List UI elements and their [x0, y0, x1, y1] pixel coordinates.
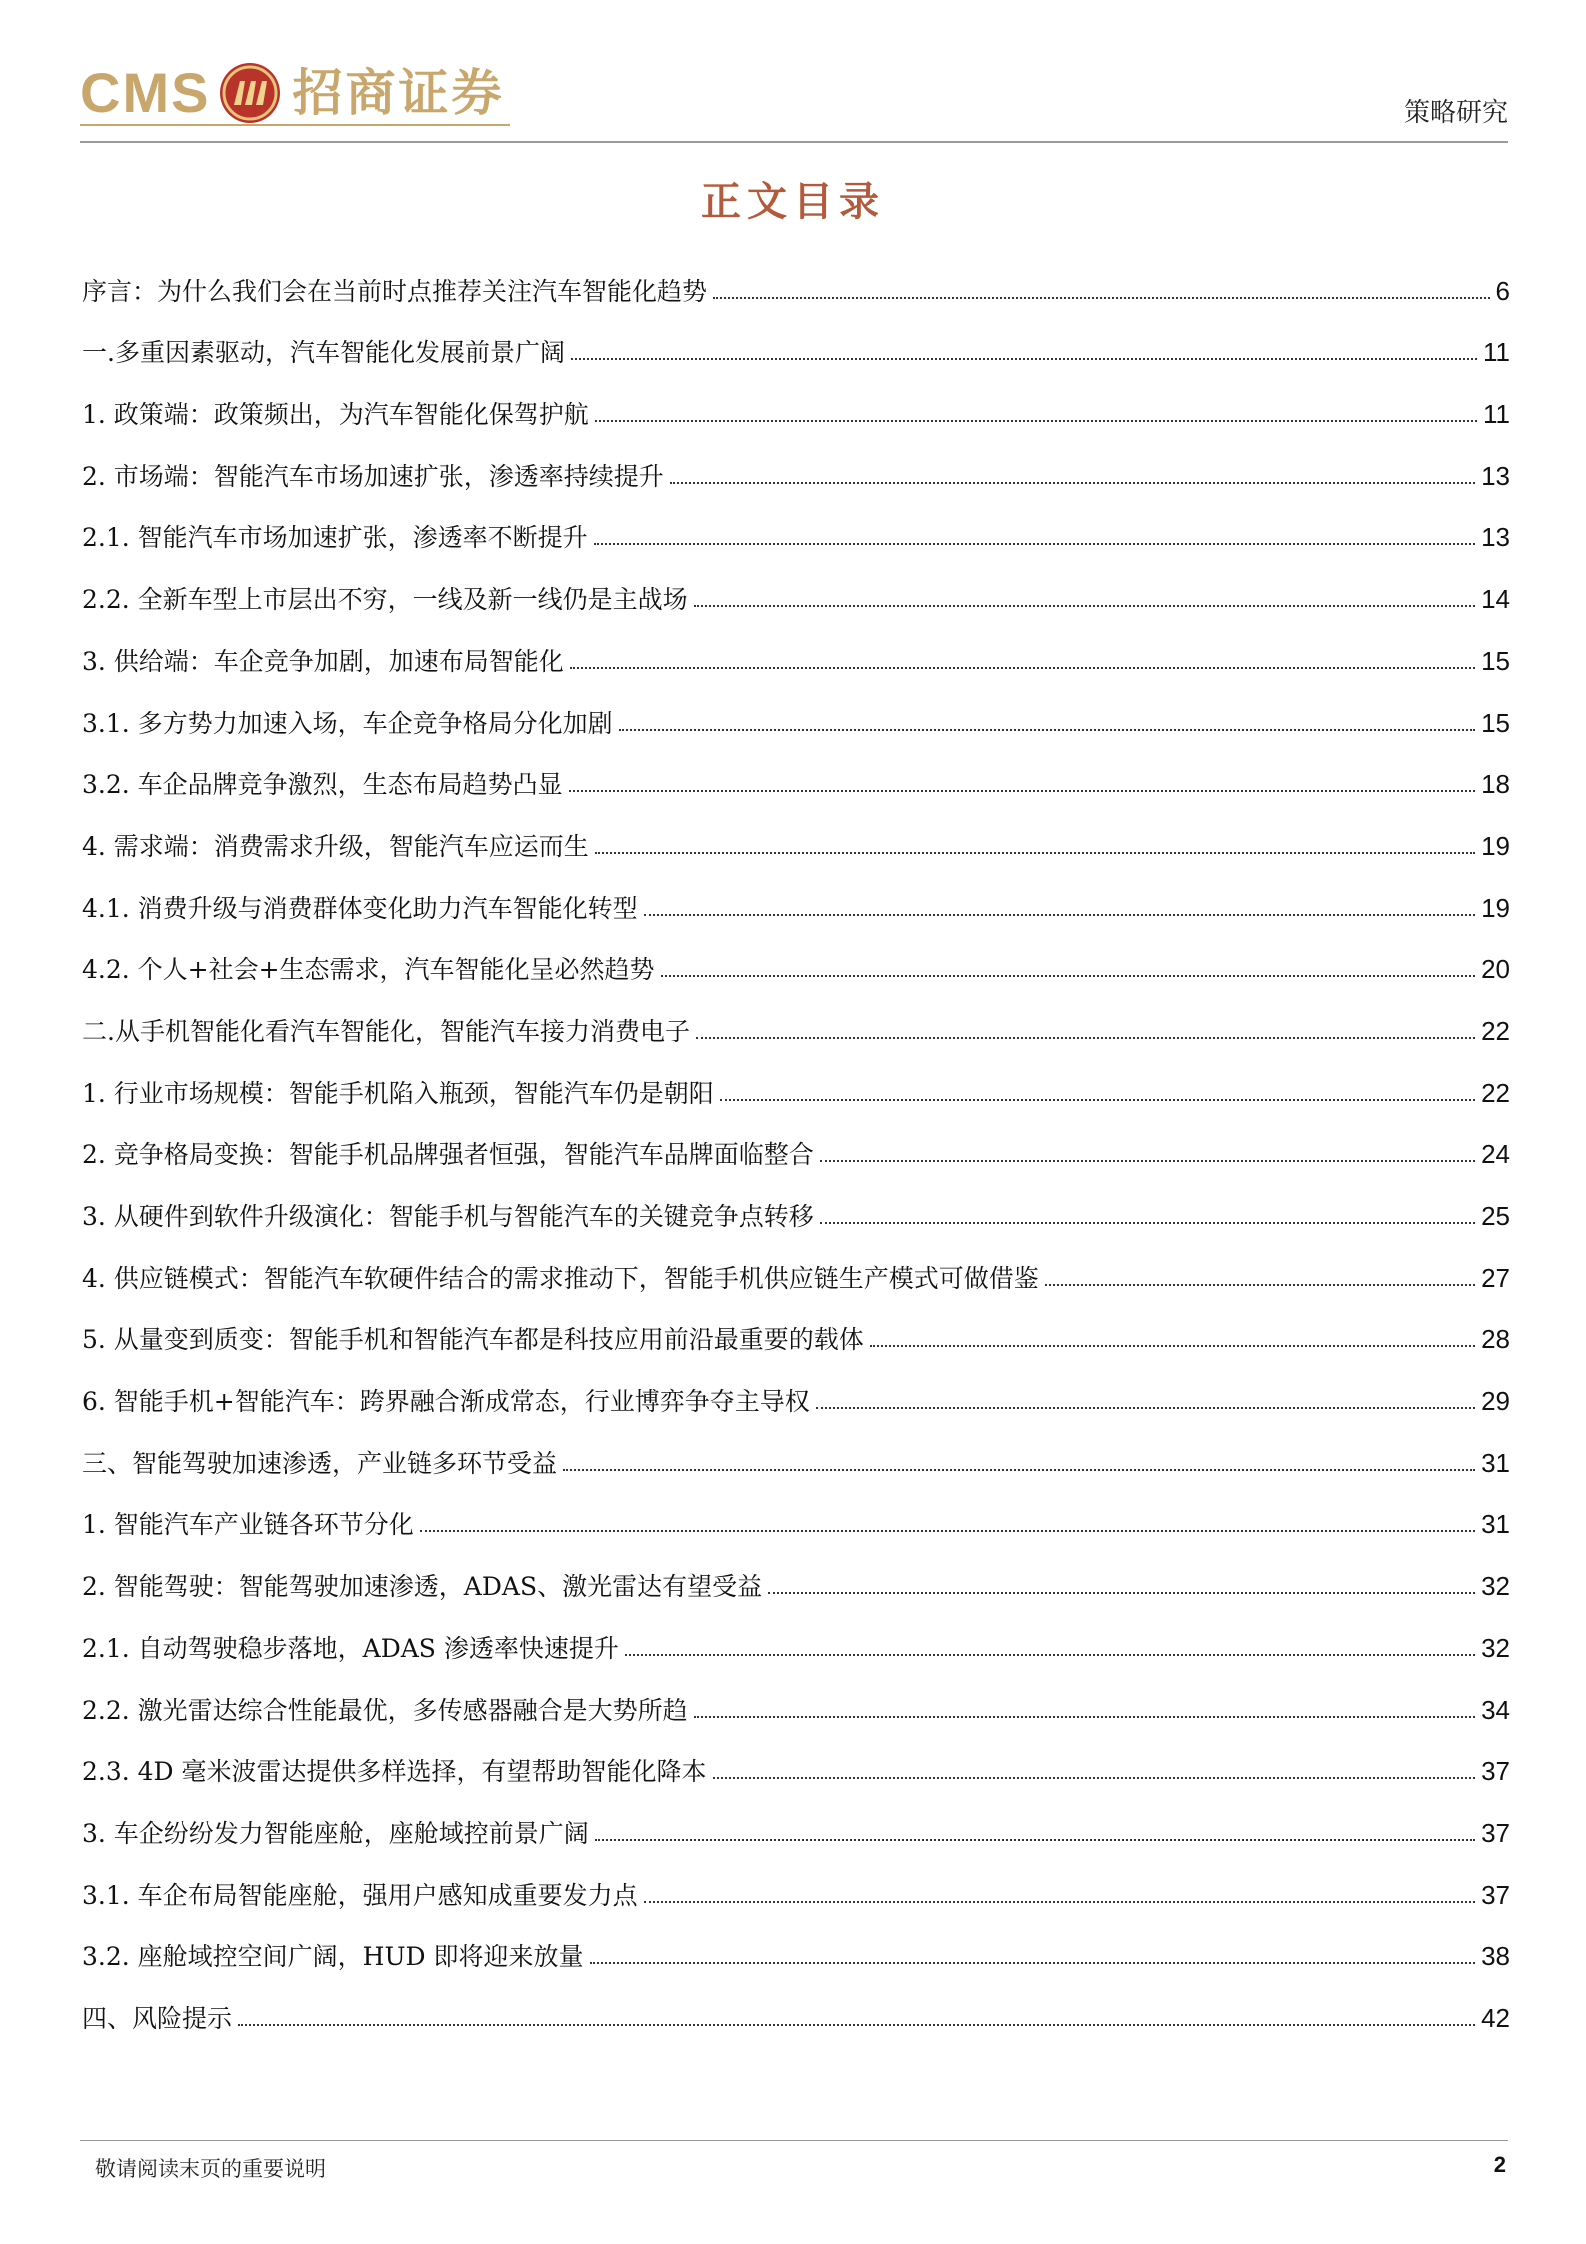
page-header [0, 0, 1586, 145]
toc-dot-leader [595, 420, 1477, 422]
toc-entry-title: 3. 供给端：车企竞争加剧，加速布局智能化 [82, 646, 564, 676]
toc-entry-title: 3. 车企纷纷发力智能座舱，座舱域控前景广阔 [82, 1818, 589, 1848]
toc-dot-leader [720, 1099, 1475, 1101]
toc-entry[interactable] [82, 935, 1510, 997]
toc-entry-page: 13 [1481, 460, 1510, 491]
toc-entry-title: 3.1. 车企布局智能座舱，强用户感知成重要发力点 [82, 1880, 638, 1910]
page-title: 正文目录 [701, 178, 885, 225]
toc-entry-page: 29 [1481, 1386, 1510, 1417]
toc-entry-page: 38 [1481, 1941, 1510, 1972]
toc-entry-page: 32 [1481, 1632, 1510, 1663]
toc-entry[interactable] [82, 1366, 1510, 1428]
footer-disclaimer: 敬请阅读末页的重要说明 [95, 2157, 326, 2181]
toc-entry[interactable] [82, 1983, 1510, 2045]
toc-entry[interactable] [82, 1243, 1510, 1305]
toc-entry[interactable] [82, 1181, 1510, 1243]
toc-entry-title: 4. 需求端：消费需求升级，智能汽车应运而生 [82, 831, 589, 861]
toc-entry[interactable] [82, 564, 1510, 626]
toc-entry-title: 5. 从量变到质变：智能手机和智能汽车都是科技应用前沿最重要的载体 [82, 1325, 864, 1355]
toc-entry-title: 4. 供应链模式：智能汽车软硬件结合的需求推动下，智能手机供应链生产模式可做借鉴 [82, 1263, 1039, 1293]
toc-dot-leader [570, 667, 1475, 669]
toc-dot-leader [816, 1407, 1475, 1409]
toc-entry-title: 2.3. 4D 毫米波雷达提供多样选择，有望帮助智能化降本 [82, 1757, 707, 1787]
report-category: 策略研究 [1403, 98, 1508, 128]
toc-entry[interactable] [82, 1922, 1510, 1984]
toc-entry[interactable] [82, 256, 1510, 318]
toc-entry[interactable] [82, 996, 1510, 1058]
toc-dot-leader [696, 1037, 1475, 1039]
toc-entry-title: 2. 智能驾驶：智能驾驶加速渗透，ADAS、激光雷达有望受益 [82, 1572, 763, 1602]
toc-entry[interactable] [82, 811, 1510, 873]
toc-entry-title: 2. 竞争格局变换：智能手机品牌强者恒强，智能汽车品牌面临整合 [82, 1140, 814, 1170]
toc-dot-leader [619, 729, 1475, 731]
toc-dot-leader [820, 1160, 1475, 1162]
toc-entry-page: 22 [1481, 1077, 1510, 1108]
toc-entry[interactable] [82, 1675, 1510, 1737]
toc-entry[interactable] [82, 1058, 1510, 1120]
toc-entry-title: 2.1. 智能汽车市场加速扩张，渗透率不断提升 [82, 523, 588, 553]
toc-entry[interactable] [82, 441, 1510, 503]
china-merchants-emblem-icon [218, 61, 282, 125]
toc-entry-page: 24 [1481, 1139, 1510, 1170]
toc-entry[interactable] [82, 1490, 1510, 1552]
toc-entry-title: 序言：为什么我们会在当前时点推荐关注汽车智能化趋势 [82, 276, 708, 306]
toc-dot-leader [661, 975, 1476, 977]
toc-entry-page: 18 [1481, 769, 1510, 800]
toc-entry-page: 6 [1495, 275, 1510, 306]
toc-entry-title: 2.2. 全新车型上市层出不穷，一线及新一线仍是主战场 [82, 585, 688, 615]
toc-entry[interactable] [82, 1798, 1510, 1860]
toc-entry-title: 2.2. 激光雷达综合性能最优，多传感器融合是大势所趋 [82, 1695, 688, 1725]
toc-dot-leader [595, 1839, 1475, 1841]
toc-entry-page: 19 [1481, 830, 1510, 861]
toc-entry-title: 一.多重因素驱动，汽车智能化发展前景广阔 [82, 338, 565, 368]
toc-entry-page: 37 [1481, 1879, 1510, 1910]
toc-entry-page: 34 [1481, 1694, 1510, 1725]
toc-entry-page: 14 [1481, 584, 1510, 615]
toc-entry-title: 3.1. 多方势力加速入场，车企竞争格局分化加剧 [82, 708, 613, 738]
toc-entry[interactable] [82, 873, 1510, 935]
toc-entry-page: 37 [1481, 1817, 1510, 1848]
toc-entry-page: 27 [1481, 1262, 1510, 1293]
toc-entry[interactable] [82, 750, 1510, 812]
toc-entry-title: 二.从手机智能化看汽车智能化，智能汽车接力消费电子 [82, 1016, 690, 1046]
header-divider [80, 141, 1508, 143]
toc-entry-page: 20 [1481, 954, 1510, 985]
toc-dot-leader [694, 605, 1475, 607]
toc-entry[interactable] [82, 1428, 1510, 1490]
footer-divider [80, 2140, 1508, 2141]
toc-entry[interactable] [82, 1551, 1510, 1613]
toc-entry[interactable] [82, 1737, 1510, 1799]
cms-logo [80, 58, 504, 128]
toc-entry[interactable] [82, 318, 1510, 380]
toc-entry-page: 11 [1483, 337, 1510, 368]
toc-entry-page: 11 [1483, 399, 1510, 430]
toc-entry-page: 31 [1481, 1509, 1510, 1540]
toc-entry-title: 四、风险提示 [82, 2003, 233, 2033]
toc-dot-leader [625, 1654, 1475, 1656]
toc-dot-leader [694, 1716, 1475, 1718]
toc-entry-page: 22 [1481, 1015, 1510, 1046]
toc-dot-leader [569, 790, 1475, 792]
toc-dot-leader [768, 1592, 1475, 1594]
toc-entry[interactable] [82, 688, 1510, 750]
toc-entry-title: 3. 从硬件到软件升级演化：智能手机与智能汽车的关键竞争点转移 [82, 1202, 814, 1231]
toc-entry-title: 1. 政策端：政策频出，为汽车智能化保驾护航 [82, 400, 589, 430]
toc-entry[interactable] [82, 1860, 1510, 1922]
toc-entry-page: 19 [1481, 892, 1510, 923]
logo-underline [80, 124, 510, 126]
toc-entry-page: 31 [1481, 1447, 1510, 1478]
toc-entry[interactable] [82, 503, 1510, 565]
toc-entry-title: 4.2. 个人+社会+生态需求，汽车智能化呈必然趋势 [82, 955, 655, 985]
toc-entry-page: 32 [1481, 1571, 1510, 1602]
toc-dot-leader [595, 852, 1475, 854]
toc-entry-title: 6. 智能手机+智能汽车：跨界融合渐成常态，行业博弈争夺主导权 [82, 1387, 810, 1417]
toc-entry-title: 1. 智能汽车产业链各环节分化 [82, 1510, 414, 1540]
toc-dot-leader [1045, 1284, 1475, 1286]
toc-dot-leader [870, 1345, 1475, 1347]
toc-entry-title: 3.2. 车企品牌竞争激烈，生态布局趋势凸显 [82, 770, 563, 800]
toc-dot-leader [670, 482, 1475, 484]
toc-entry-title: 1. 行业市场规模：智能手机陷入瓶颈，智能汽车仍是朝阳 [82, 1078, 714, 1108]
toc-entry-title: 4.1. 消费升级与消费群体变化助力汽车智能化转型 [82, 893, 638, 923]
toc-entry[interactable] [82, 1613, 1510, 1675]
toc-dot-leader [820, 1222, 1475, 1224]
toc-entry-title: 2.1. 自动驾驶稳步落地，ADAS 渗透率快速提升 [82, 1633, 619, 1663]
toc-dot-leader [420, 1530, 1475, 1532]
toc-entry-page: 13 [1481, 522, 1510, 553]
toc-entry[interactable] [82, 1120, 1510, 1182]
table-of-contents [82, 256, 1510, 2045]
toc-dot-leader [594, 543, 1475, 545]
toc-entry-page: 15 [1481, 707, 1510, 738]
toc-entry-page: 28 [1481, 1324, 1510, 1355]
page-number: 2 [1493, 2152, 1506, 2177]
toc-entry-page: 42 [1481, 2002, 1510, 2033]
toc-dot-leader [713, 297, 1490, 299]
toc-dot-leader [590, 1962, 1476, 1964]
toc-dot-leader [563, 1469, 1475, 1471]
toc-entry-title: 3.2. 座舱域控空间广阔，HUD 即将迎来放量 [82, 1942, 584, 1972]
toc-entry[interactable] [82, 626, 1510, 688]
logo-chinese-text: 招商证券 [292, 64, 505, 122]
toc-dot-leader [644, 914, 1475, 916]
toc-entry[interactable] [82, 1305, 1510, 1367]
logo-latin-text: CMS [80, 61, 211, 124]
toc-entry-page: 15 [1481, 645, 1510, 676]
toc-entry-page: 37 [1481, 1756, 1510, 1787]
toc-entry-title: 三、智能驾驶加速渗透，产业链多环节受益 [82, 1448, 558, 1478]
toc-dot-leader [571, 358, 1477, 360]
toc-dot-leader [644, 1901, 1475, 1903]
toc-entry-page: 25 [1481, 1201, 1510, 1231]
toc-dot-leader [713, 1777, 1476, 1779]
toc-entry[interactable] [82, 379, 1510, 441]
toc-dot-leader [238, 2024, 1475, 2026]
toc-entry-title: 2. 市场端：智能汽车市场加速扩张，渗透率持续提升 [82, 461, 664, 491]
